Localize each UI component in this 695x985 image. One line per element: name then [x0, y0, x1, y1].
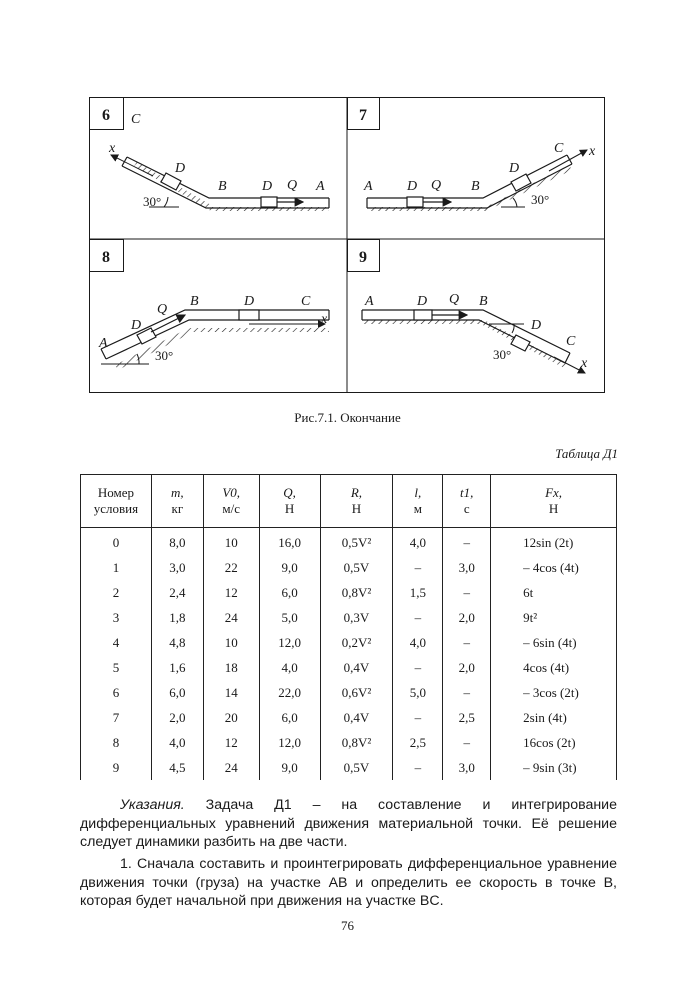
load-block — [261, 197, 277, 207]
table-header-row — [81, 475, 617, 528]
table-cell: 4,5 — [151, 755, 203, 780]
table-cell: 1,8 — [151, 605, 203, 630]
table-cell: 16cos (2t) — [491, 730, 617, 755]
table-cell: – — [393, 705, 443, 730]
table-cell: 12,0 — [259, 730, 320, 755]
label-x: x — [589, 144, 596, 159]
header-cell: Q, Н — [259, 475, 320, 528]
figure-7-1 — [89, 97, 605, 393]
panel-7 — [348, 98, 597, 212]
label-c: C — [566, 334, 576, 349]
table-cell: 3,0 — [443, 555, 491, 580]
table-cell: – — [443, 630, 491, 655]
table-cell: 0,8V² — [320, 580, 393, 605]
paragraph-text: 1. Сначала составить и проинтегрировать дифференциальное уравнение движения точки (груза) на участке AB и определить ее скорость в точке B, которая будет начальной при движения на участке BC. — [80, 856, 617, 909]
table-cell: 2,0 — [443, 655, 491, 680]
label-q: Q — [431, 178, 442, 193]
table-cell: 8,0 — [151, 528, 203, 556]
table-cell: 10 — [203, 528, 259, 556]
label-q: Q — [287, 178, 298, 193]
panel-6 — [90, 98, 330, 212]
label-d: D — [509, 161, 520, 176]
table-cell: – — [443, 528, 491, 556]
label-d: D — [417, 294, 428, 309]
table-cell: – — [393, 655, 443, 680]
header-cell: t1, с — [443, 475, 491, 528]
table-cell: 16,0 — [259, 528, 320, 556]
table-row — [81, 555, 617, 580]
table-cell: 4 — [81, 630, 152, 655]
ground-hatch — [486, 165, 572, 211]
table-row — [81, 605, 617, 630]
table-cell: 12sin (2t) — [491, 528, 617, 556]
label-b: B — [190, 294, 199, 309]
note-label: Указания. — [120, 797, 185, 813]
table-cell: – 9sin (3t) — [491, 755, 617, 780]
instructions-paragraph-1 — [80, 796, 617, 852]
panel-number: 8 — [102, 249, 110, 266]
table-cell: 3 — [81, 605, 152, 630]
load-block — [239, 310, 259, 320]
table-cell: – — [393, 755, 443, 780]
table-row — [81, 655, 617, 680]
label-q: Q — [449, 292, 460, 307]
table-cell: 3,0 — [151, 555, 203, 580]
label-c: C — [554, 141, 564, 156]
table-cell: 9,0 — [259, 555, 320, 580]
label-a: A — [364, 179, 373, 194]
table-cell: 1,5 — [393, 580, 443, 605]
table-cell: 2 — [81, 580, 152, 605]
table-cell: 0,8V² — [320, 730, 393, 755]
table-cell: 10 — [203, 630, 259, 655]
table-cell: 6 — [81, 680, 152, 705]
table-cell: 0,6V² — [320, 680, 393, 705]
label-c: C — [301, 294, 311, 309]
table-cell: 5 — [81, 655, 152, 680]
panel-number: 7 — [359, 107, 367, 124]
panel-number: 6 — [102, 107, 110, 124]
table-cell: 7 — [81, 705, 152, 730]
table-cell: 0,5V — [320, 755, 393, 780]
table-cell: 4,0 — [393, 630, 443, 655]
label-d: D — [131, 318, 142, 333]
page-number: 76 — [341, 918, 354, 933]
table-cell: 5,0 — [259, 605, 320, 630]
label-a: A — [316, 179, 325, 194]
label-a: A — [365, 294, 374, 309]
header-cell: m, кг — [151, 475, 203, 528]
table-cell: 0,5V² — [320, 528, 393, 556]
header-cell: Fx, Н — [491, 475, 617, 528]
table-row — [81, 528, 617, 556]
x-axis-arrow — [111, 155, 153, 176]
table-cell: 2,4 — [151, 580, 203, 605]
load-block — [414, 310, 432, 320]
header-cell: Номер условия — [81, 475, 152, 528]
table-cell: – — [443, 730, 491, 755]
table-cell: 18 — [203, 655, 259, 680]
table-row — [81, 630, 617, 655]
table-cell: 0,2V² — [320, 630, 393, 655]
label-angle: 30° — [155, 348, 174, 363]
table-cell: 8 — [81, 730, 152, 755]
header-cell: R, Н — [320, 475, 393, 528]
table-cell: 6,0 — [259, 580, 320, 605]
table-cell: 2sin (4t) — [491, 705, 617, 730]
table-row — [81, 580, 617, 605]
label-x: x — [581, 356, 588, 371]
table-cell: 9,0 — [259, 755, 320, 780]
table-cell: 22 — [203, 555, 259, 580]
label-d: D — [531, 318, 542, 333]
label-d: D — [262, 179, 273, 194]
table-cell: 2,5 — [393, 730, 443, 755]
table-cell: 1,6 — [151, 655, 203, 680]
table-cell: 3,0 — [443, 755, 491, 780]
paragraph-text: Задача Д1 – на составление и интегрирование дифференциальных уравнений движения материальной точки. Её решение следует динамики разбить на две части. — [80, 797, 617, 850]
label-a: A — [99, 336, 108, 351]
table-cell: 22,0 — [259, 680, 320, 705]
label-x: x — [109, 141, 116, 156]
table-cell: – 4cos (4t) — [491, 555, 617, 580]
label-b: B — [471, 179, 480, 194]
table-row — [81, 705, 617, 730]
label-b: B — [479, 294, 488, 309]
table-cell: 0,5V — [320, 555, 393, 580]
table-cell: 9 — [81, 755, 152, 780]
label-angle: 30° — [531, 192, 550, 207]
table-cell: 14 — [203, 680, 259, 705]
ground-hatch — [189, 328, 329, 332]
table-cell: – — [393, 605, 443, 630]
figure-caption: Рис.7.1. Окончание — [294, 410, 401, 425]
table-cell: 2,5 — [443, 705, 491, 730]
table-cell: 2,0 — [151, 705, 203, 730]
table-cell: – — [443, 680, 491, 705]
table-title: Таблица Д1 — [555, 446, 618, 461]
instructions-paragraph-2 — [80, 855, 617, 911]
label-d: D — [175, 161, 186, 176]
table-row — [81, 730, 617, 755]
table-cell: 4,8 — [151, 630, 203, 655]
table-cell: – — [443, 580, 491, 605]
label-b: B — [218, 179, 227, 194]
table-row — [81, 680, 617, 705]
label-d: D — [407, 179, 418, 194]
table-cell: 0,4V — [320, 705, 393, 730]
table-cell: 9t² — [491, 605, 617, 630]
table-cell: 20 — [203, 705, 259, 730]
table-cell: 0,3V — [320, 605, 393, 630]
header-cell: V0, м/с — [203, 475, 259, 528]
label-angle: 30° — [493, 347, 512, 362]
table-body — [81, 528, 617, 781]
table-cell: – 3cos (2t) — [491, 680, 617, 705]
table-cell: 24 — [203, 755, 259, 780]
label-x: x — [321, 312, 328, 327]
table-cell: 1 — [81, 555, 152, 580]
table-cell: 6,0 — [151, 680, 203, 705]
table-cell: 4,0 — [259, 655, 320, 680]
table-cell: 0,4V — [320, 655, 393, 680]
panel-9 — [348, 240, 589, 374]
table-cell: 12 — [203, 730, 259, 755]
table-cell: – 6sin (4t) — [491, 630, 617, 655]
table-row — [81, 755, 617, 780]
table-cell: 5,0 — [393, 680, 443, 705]
table-cell: 6t — [491, 580, 617, 605]
table-cell: 12 — [203, 580, 259, 605]
table-cell: 4,0 — [151, 730, 203, 755]
table-cell: 12,0 — [259, 630, 320, 655]
table-cell: 24 — [203, 605, 259, 630]
table-cell: 6,0 — [259, 705, 320, 730]
table-cell: – — [393, 555, 443, 580]
label-c: C — [131, 112, 141, 127]
label-d: D — [244, 294, 255, 309]
table-cell: 4cos (4t) — [491, 655, 617, 680]
label-angle: 30° — [143, 194, 162, 209]
data-table — [80, 474, 617, 780]
table-cell: 2,0 — [443, 605, 491, 630]
table-cell: 0 — [81, 528, 152, 556]
load-block — [407, 197, 423, 207]
panel-8 — [90, 240, 330, 371]
header-cell: l, м — [393, 475, 443, 528]
label-q: Q — [157, 302, 168, 317]
table-cell: 4,0 — [393, 528, 443, 556]
panel-number: 9 — [359, 249, 367, 266]
